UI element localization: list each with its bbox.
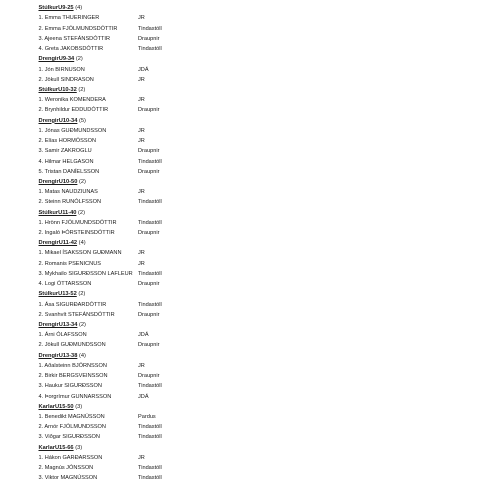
category-heading <box>39 208 85 218</box>
result-row <box>0 167 480 177</box>
competitor-name: 1. Hákon GARÐARSSON <box>38 454 103 461</box>
club-name: JR <box>138 250 145 257</box>
competitor-name: 5. Tristan DANÍELSSON <box>38 168 100 175</box>
club-name: Pardus <box>138 413 156 420</box>
result-row <box>0 228 480 238</box>
result-row <box>0 279 480 289</box>
category-header <box>0 177 480 187</box>
category-heading <box>39 85 86 95</box>
competitor-name: 1. Aðalsteinn BJÖRNSSON <box>38 362 107 369</box>
result-row <box>0 34 480 44</box>
result-row <box>0 381 480 391</box>
category-header <box>0 351 480 361</box>
participant-count: (2) <box>78 291 86 298</box>
club-name: Draupnir <box>138 373 160 380</box>
competitor-name: 1. Árni ÓLAFSSON <box>38 332 87 339</box>
club-name: JR <box>138 260 145 267</box>
participant-count: (5) <box>78 117 86 124</box>
competitor-name: 1. Hrönn FJÓLMUNDSDÓTTIR <box>38 219 117 226</box>
competitor-name: 2. Svanhvít STEFÁNSDÓTTIR <box>38 311 115 318</box>
competitor-name: 1. Mikael ÍSAKSSON GUÐMANN <box>38 250 122 257</box>
category-name: DrengirU13-34 <box>38 322 78 328</box>
result-row <box>0 412 480 422</box>
category-name: KarlarU15-50 <box>38 403 74 410</box>
category-name: DrengirU10-34 <box>38 117 78 124</box>
club-name: Tindastóll <box>138 301 162 308</box>
result-row <box>0 432 480 442</box>
category-header <box>0 116 480 126</box>
result-row <box>0 371 480 381</box>
participant-count: (2) <box>78 209 85 216</box>
category-header <box>0 85 480 95</box>
competitor-name: 2. Romanis PSENICNUS <box>38 260 101 267</box>
category-header <box>0 208 480 218</box>
club-name: Draupnir <box>138 168 160 175</box>
result-row <box>0 453 480 463</box>
participant-count: (2) <box>78 322 86 328</box>
result-row <box>0 361 480 371</box>
club-name: JDÁ <box>138 66 149 73</box>
competitor-name: 4. Logi ÓTTARSSON <box>38 281 92 288</box>
club-name: Draupnir <box>138 148 160 155</box>
competitor-name: 1. Weronika KOMENDERA <box>38 97 106 104</box>
category-name: DrengirU9-34 <box>38 56 75 63</box>
category-name: StúlkurU13-52 <box>38 291 77 298</box>
result-row <box>0 13 480 23</box>
result-row <box>0 146 480 156</box>
category-heading <box>39 238 86 248</box>
category-name: DrengirU11-42 <box>38 240 78 247</box>
result-row <box>0 136 480 146</box>
club-name: JR <box>138 138 145 145</box>
competitor-name: 2. Jökull GUÐMUNDSSON <box>38 342 106 349</box>
category-header <box>0 320 480 330</box>
club-name: Draupnir <box>138 35 160 42</box>
club-name: JDÁ <box>138 393 149 400</box>
club-name: JR <box>138 127 145 134</box>
participant-count: (4) <box>78 352 86 359</box>
category-name: DrengirU10-50 <box>38 178 78 185</box>
result-row <box>0 248 480 258</box>
participant-count: (2) <box>78 178 86 185</box>
result-row <box>0 463 480 473</box>
category-heading <box>39 177 86 187</box>
club-name: Tindastóll <box>138 25 162 32</box>
participant-count: (2) <box>75 56 83 63</box>
category-header <box>0 289 480 299</box>
category-header <box>0 402 480 412</box>
category-heading <box>39 351 86 361</box>
competitor-name: 4. Þorgrímur GUNNARSSON <box>38 393 112 400</box>
participant-count: (4) <box>78 240 86 247</box>
result-row <box>0 422 480 432</box>
result-row <box>0 340 480 350</box>
competitor-name: 3. Mykhailo SIGURÐSSON LAFLEUR <box>38 270 133 277</box>
club-name: Draupnir <box>138 311 160 318</box>
result-row <box>0 392 480 402</box>
club-name: Tindastóll <box>138 383 162 390</box>
result-row <box>0 259 480 269</box>
result-row <box>0 218 480 228</box>
competitor-name: 3. Ajeena STEFÁNSDÓTTIR <box>38 35 110 42</box>
competitor-name: 4. Hilmar HELGASON <box>38 158 94 165</box>
club-name: JR <box>138 362 145 369</box>
category-header <box>0 3 480 13</box>
competitor-name: 2. Steinn RUNÓLFSSON <box>38 199 101 206</box>
competitor-name: 1. Jón BIRNUSON <box>38 66 85 73</box>
club-name: Draupnir <box>138 230 160 237</box>
club-name: Tindastóll <box>138 434 162 441</box>
competitor-name: 2. Brynhildur EDDUDÓTTIR <box>38 107 109 114</box>
result-row <box>0 300 480 310</box>
participant-count: (4) <box>75 5 83 12</box>
result-row <box>0 44 480 54</box>
club-name: Draupnir <box>138 107 160 114</box>
category-name: StúlkurU11-40 <box>38 209 77 216</box>
club-name: Draupnir <box>138 342 160 349</box>
category-heading <box>39 443 83 453</box>
result-row <box>0 330 480 340</box>
competitor-name: 1. Ása SIGURÐARDÓTTIR <box>38 301 107 308</box>
club-name: JR <box>138 76 145 83</box>
club-name: JR <box>138 189 145 196</box>
competitor-name: 3. Samir ZAKROGLU <box>38 148 92 155</box>
result-row <box>0 24 480 34</box>
club-name: Tindastóll <box>138 475 162 482</box>
category-name: KarlarU15-66 <box>38 444 74 451</box>
category-header <box>0 54 480 64</box>
result-row <box>0 126 480 136</box>
category-heading <box>39 54 83 64</box>
club-name: Tindastóll <box>138 46 162 53</box>
club-name: Tindastóll <box>138 465 162 472</box>
result-row <box>0 105 480 115</box>
club-name: JR <box>138 454 145 461</box>
category-name: StúlkurU10-32 <box>38 86 77 93</box>
competitor-name: 1. Benedikt MAGNÚSSON <box>38 413 105 420</box>
competitor-name: 1. Jónas GUÐMUNDSSON <box>38 127 107 134</box>
club-name: JR <box>138 15 145 22</box>
competitor-name: 2. Emma FJÓLMUNDSDÓTTIR <box>38 25 118 32</box>
competitor-name: 2. Arnór FJÓLMUNDSSON <box>38 424 106 431</box>
competitor-name: 1. Matas NAUDZIUNAS <box>38 189 98 196</box>
category-heading <box>39 320 86 330</box>
competitor-name: 2. Magnús JÓNSSON <box>38 465 94 472</box>
competitor-name: 2. Jökull SINDRASON <box>38 76 94 83</box>
category-heading <box>39 289 86 299</box>
result-row <box>0 65 480 75</box>
category-header <box>0 238 480 248</box>
result-row <box>0 197 480 207</box>
club-name: JR <box>138 97 145 104</box>
participant-count: (3) <box>75 403 83 410</box>
result-row <box>0 187 480 197</box>
club-name: Tindastóll <box>138 424 162 431</box>
competitor-name: 4. Greta JAKOBSDÓTTIR <box>38 46 104 53</box>
category-name: StúlkurU9-25 <box>38 5 74 12</box>
competitor-name: 1. Emma THUERINGER <box>38 15 100 22</box>
competitor-name: 2. Ingaló ÞÓRSTEINSDÓTTIR <box>38 230 115 237</box>
competitor-name: 3. Viðgar SIGURÐSSON <box>38 434 100 441</box>
club-name: Draupnir <box>138 281 160 288</box>
category-heading <box>39 402 83 412</box>
result-row <box>0 95 480 105</box>
club-name: Tindastóll <box>138 158 162 165</box>
club-name: JDÁ <box>138 332 149 339</box>
competitor-name: 3. Viktor MAGNÚSSON <box>38 475 98 482</box>
category-header <box>0 443 480 453</box>
competitor-name: 3. Haukur SIGURÐSSON <box>38 383 102 390</box>
result-row <box>0 75 480 85</box>
competitor-name: 2. Elías HORMÓSSON <box>38 138 97 145</box>
club-name: Tindastóll <box>138 219 162 226</box>
club-name: Tindastóll <box>138 270 162 277</box>
result-row <box>0 310 480 320</box>
result-row <box>0 157 480 167</box>
club-name: Tindastóll <box>138 199 162 206</box>
result-row <box>0 269 480 279</box>
category-heading <box>39 3 83 13</box>
result-row <box>0 473 480 483</box>
competitor-name: 2. Birkir BERGSVEINSSON <box>38 373 108 380</box>
participant-count: (3) <box>75 444 83 451</box>
participant-count: (2) <box>78 86 86 93</box>
category-name: DrengirU13-38 <box>38 352 78 359</box>
category-heading <box>39 116 86 126</box>
